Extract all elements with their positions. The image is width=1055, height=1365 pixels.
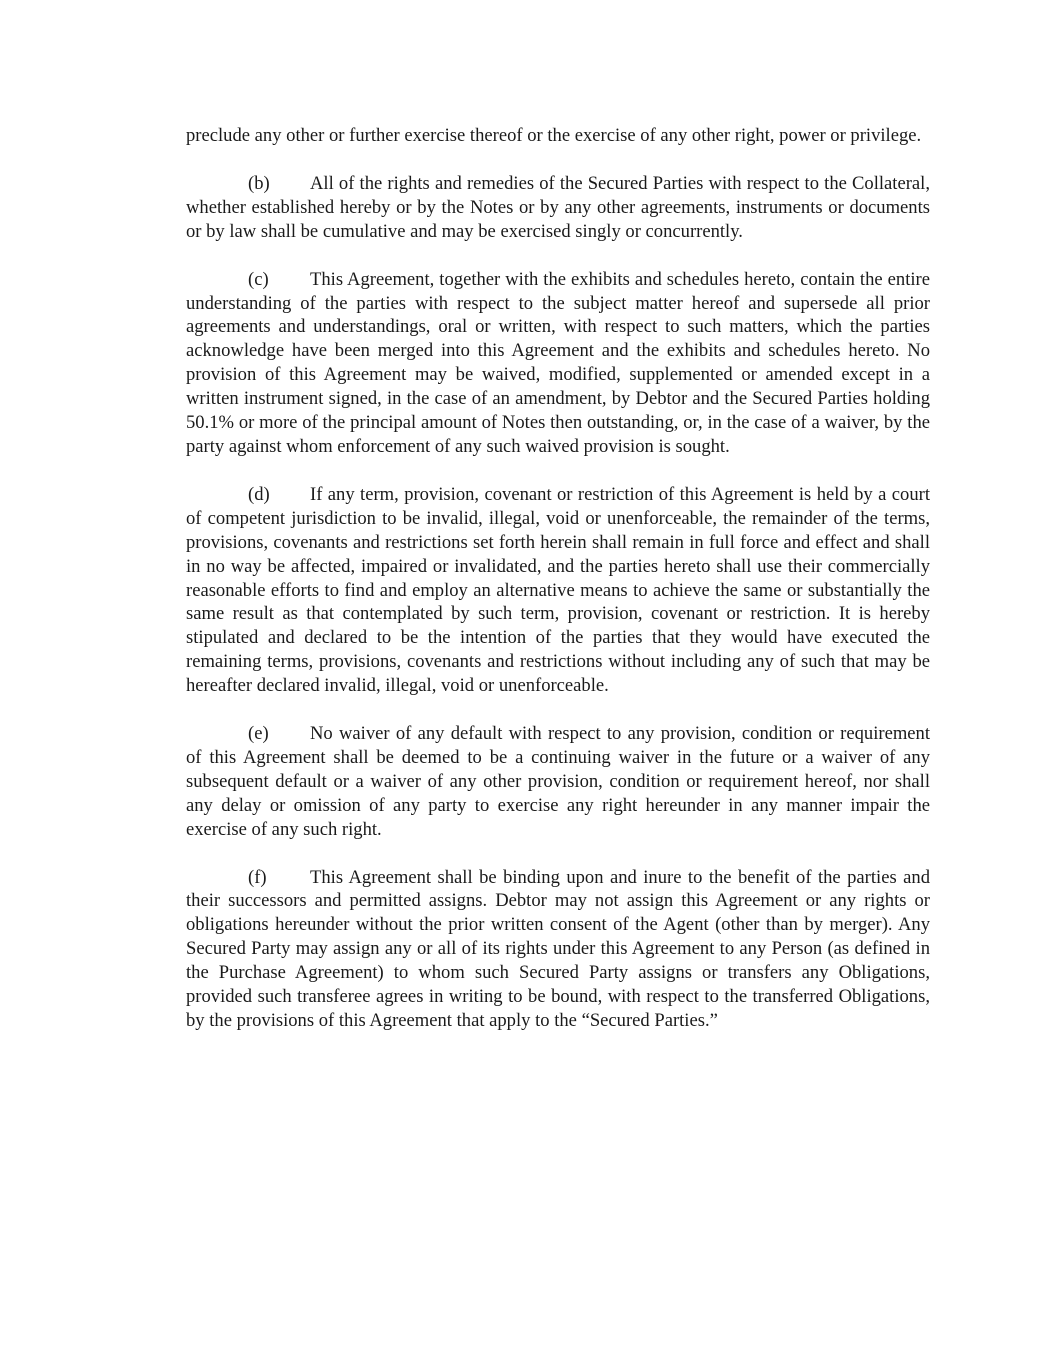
paragraph-text: preclude any other or further exercise thereof or the exercise of any other right, power or privilege. xyxy=(186,125,922,146)
paragraph-text: If any term, provision, covenant or restriction of this Agreement is held by a court of competent jurisdiction to be invalid, illegal, void or unenforceable, the remainder of the terms, provisions, covenants and restrictions set forth herein shall remain in full force and effect and shall in no way be affected, impaired or invalidated, and the parties hereto shall use their commercially reasonable efforts to find and employ an alternative means to achieve the same or substantially the same result as that contemplated by such term, provision, covenant or restriction. It is hereby stipulated and declared to be the intention of the parties that they would have executed the remaining terms, provisions, covenants and restrictions without including any of such that may be hereafter declared invalid, illegal, void or unenforceable. xyxy=(186,483,930,697)
paragraph-text: This Agreement, together with the exhibits and schedules hereto, contain the entire understanding of the parties with respect to the subject matter hereof and supersede all prior agreements and understandings, oral or written, with respect to such matters, which the parties acknowledge have been merged into this Agreement and the exhibits and schedules hereto. No provision of this Agreement may be waived, modified, supplemented or amended except in a written instrument signed, in the case of an amendment, by Debtor and the Secured Parties holding 50.1% or more of the principal amount of Notes then outstanding, or, in the case of a waiver, by the party against whom enforcement of any such waived provision is sought. xyxy=(186,268,930,457)
paragraph-e xyxy=(186,722,930,842)
paragraph-c xyxy=(186,268,930,459)
paragraph-label: (e) xyxy=(248,723,269,745)
paragraph-d xyxy=(186,483,930,698)
paragraph-continued xyxy=(186,124,930,148)
document-page xyxy=(186,124,930,1057)
paragraph-text: No waiver of any default with respect to any provision, condition or requirement of this Agreement shall be deemed to be a continuing waiver in the future or a waiver of any subsequent default or a waiver of any other provision, condition or requirement hereof, nor shall any delay or omission of any party to exercise any right hereunder in any manner impair the exercise of any such right. xyxy=(186,723,930,840)
paragraph-f xyxy=(186,866,930,1033)
paragraph-text: All of the rights and remedies of the Secured Parties with respect to the Collateral, whether established hereby or by the Notes or by any other agreements, instruments or documents or by law shall be cumulative and may be exercised singly or concurrently. xyxy=(186,172,930,242)
paragraph-label: (f) xyxy=(248,866,267,888)
paragraph-label: (c) xyxy=(248,268,269,290)
paragraph-label: (d) xyxy=(248,483,270,505)
paragraph-b xyxy=(186,172,930,244)
paragraph-text: This Agreement shall be binding upon and inure to the benefit of the parties and their successors and permitted assigns. Debtor may not assign this Agreement or any rights or obligations hereunder without the prior written consent of the Agent (other than by merger). Any Secured Party may assign any or all of its rights under this Agreement to any Person (as defined in the Purchase Agreement) to whom such Secured Party assigns or transfers any Obligations, provided such transferee agrees in writing to be bound, with respect to the transferred Obligations, by the provisions of this Agreement that apply to the “Secured Parties.” xyxy=(186,866,930,1031)
paragraph-label: (b) xyxy=(248,172,270,194)
